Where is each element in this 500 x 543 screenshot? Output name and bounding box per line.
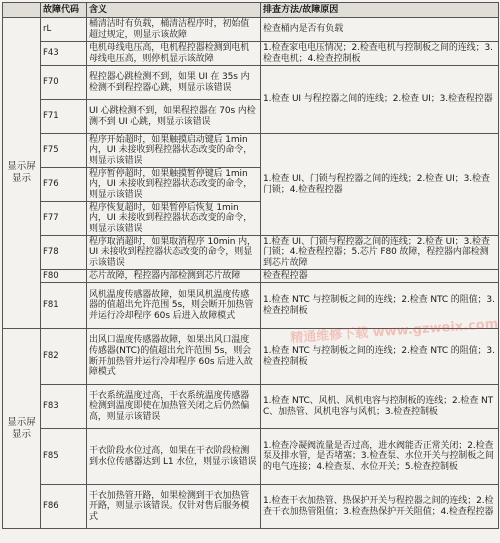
meaning-cell: UI 心跳检测不到，如果程控器在 70s 内检测不到 UI 心跳，则显示该错误 [87,100,261,134]
table-row [3,134,499,168]
code-cell: rL [41,18,87,42]
meaning-cell: 芯片故障，程控器内部检测到芯片故障 [87,270,261,283]
fix-cell: 1.检查冷凝阀流量是否过高，进水阀能否正常关闭；2.检查泵及排水管，是否堵塞；3.检查泵、水位开关与控制板之间的电气连接；4.检查泵、水位开关；5.检查控制板 [261,429,499,485]
code-cell: F70 [41,66,87,100]
table-row [3,42,499,66]
meaning-cell: 电机母线电压高，电机程控器检测到电机母线电压高，则停机显示该故障 [87,42,261,66]
fix-cell: 检查程控器 [261,270,499,283]
fix-cell: 1.检查 NTC、风机、风机电容与控制板的连线；2.检查 NTC、加热管、风机电容与风机；3.检查控制板 [261,385,499,429]
meaning-cell: 桶清洁时有负载，桶清洁程序时，初始值超过规定，则显示该故障 [87,18,261,42]
fix-cell: 1.检查 NTC 与控制板之间的连线；2.检查 NTC 的阻值；3.检查控制板 [261,329,499,385]
meaning-cell: 干衣系统温度过高，干衣系统温度传感器检测到温度即使在加热管关闭之后仍然偏高，则显示该错误 [87,385,261,429]
code-cell: F83 [41,385,87,429]
meaning-cell: 程序开始超时，如果触摸启动键后 1min 内，UI 未接收到程控器状态改变的命令，则显示该错误 [87,134,261,168]
code-cell: F76 [41,168,87,202]
meaning-cell: 程控器心跳检测不到，如果 UI 在 35s 内检测不到程控器心跳，则显示该错误 [87,66,261,100]
code-cell: F80 [41,270,87,283]
fix-cell: 1.检查 UI、门锁与程控器之间的连线；2.检查 UI；3.检查门锁；4.检查程控器；5.芯片 F80 故障，程控器内部检测到芯片故障 [261,236,499,270]
code-cell: F71 [41,100,87,134]
code-cell: F82 [41,329,87,385]
meaning-cell: 程序取消超时，如果取消程序 10min 内，UI 未接收到程控器状态改变的命令，则显示该错误 [87,236,261,270]
code-cell: F43 [41,42,87,66]
meaning-cell: 风机温度传感器故障，如果风机温度传感器的值超出允许范围 5s，则会断开加热管并运行冷却程序 60s 后进入故障模式 [87,283,261,329]
code-cell: F85 [41,429,87,485]
fix-cell: 1.检查 UI 与程控器之间的连线；2.检查 UI；3.检查程控器 [261,66,499,134]
fault-code-table [2,2,499,529]
category-cell: 显示屏显示 [3,329,41,529]
code-cell: F86 [41,485,87,529]
meaning-cell: 出风口温度传感器故障，如果出风口温度传感器(NTC)的值超出允许范围 5s，则会断开加热管并运行冷却程序 60s 后进入故障模式 [87,329,261,385]
table-row [3,385,499,429]
table-row [3,18,499,42]
code-cell: F77 [41,202,87,236]
header-fix: 排查方法/故障原因 [261,3,499,18]
table-row [3,329,499,385]
meaning-cell: 程序暂停超时，如果触摸暂停键后 1min 内，UI 未接收到程控器状态改变的命令，则显示该错误 [87,168,261,202]
table-row [3,429,499,485]
meaning-cell: 程序恢复超时，如果暂停后恢复 1min 内，UI 未接收到程控器状态改变的命令，则显示该错误 [87,202,261,236]
watermark: 精通维修下载 www.gzweix.com [289,316,499,347]
code-cell: F78 [41,236,87,270]
table-header-row [3,3,499,18]
header-blank [3,3,41,18]
fix-cell: 1.检查家电电压情况；2.检查电机与控制板之间的连线；3.检查电机；4.检查控制板 [261,42,499,66]
header-meaning: 含义 [87,3,261,18]
fix-cell: 检查桶内是否有负载 [261,18,499,42]
fix-cell: 1.检查干衣加热管、热保护开关与程控器之间的连线；2.检查干衣加热管阻值；3.检查热保护开关阻值；4.检查程控器 [261,485,499,529]
table-row [3,485,499,529]
header-code: 故障代码 [41,3,87,18]
fix-cell: 1.检查 NTC 与控制板之间的连线；2.检查 NTC 的阻值；3.检查控制板 [261,283,499,329]
table-row [3,236,499,270]
meaning-cell: 干衣加热管开路，如果检测到干衣加热管开路，则显示该错误。仅针对售后服务模式 [87,485,261,529]
meaning-cell: 干衣阶段水位过高，如果在干衣阶段检测到水位传感器达到 L1 水位，则显示该错误 [87,429,261,485]
table-row [3,66,499,100]
fix-cell: 1.检查 UI、门锁与程控器之间的连线；2.检查 UI；3.检查门锁；4.检查程控器 [261,134,499,236]
category-cell: 显示屏显示 [3,18,41,329]
code-cell: F75 [41,134,87,168]
code-cell: F81 [41,283,87,329]
table-row [3,270,499,283]
table-row [3,283,499,329]
